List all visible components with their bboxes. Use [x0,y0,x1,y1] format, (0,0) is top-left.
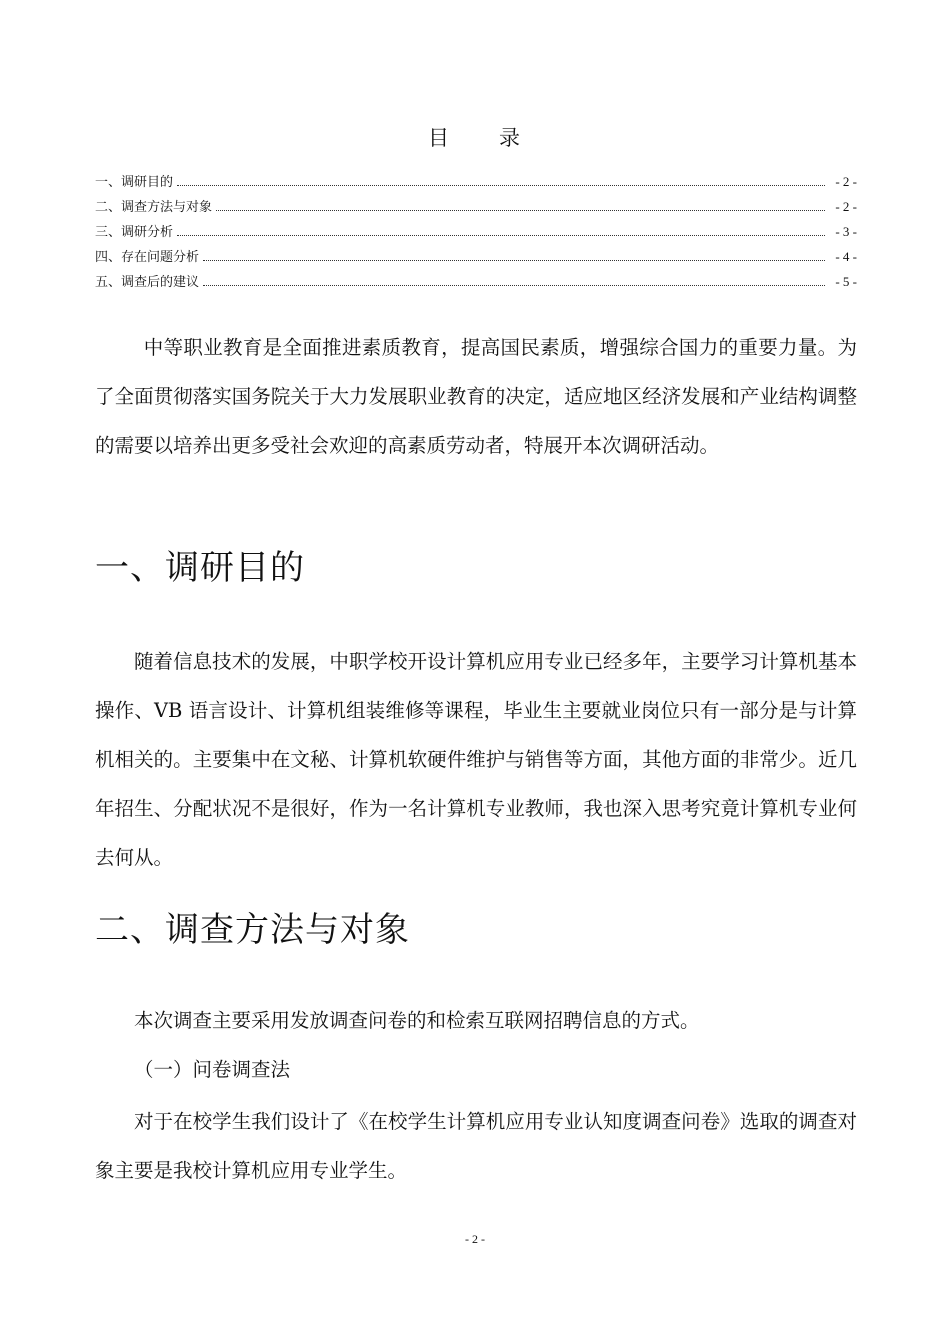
toc-leader-dots [203,284,825,286]
toc-leader-dots [177,184,825,186]
toc-entry-page: - 2 - [835,174,857,189]
toc-entry-label: 三、调研分析 [95,225,174,240]
toc-entry-label: 二、调查方法与对象 [95,200,213,215]
toc-entry[interactable] [95,194,857,219]
section-2-heading: 二、调查方法与对象 [95,910,410,950]
toc-entry[interactable] [95,244,857,269]
intro-paragraph: 中等职业教育是全面推进素质教育，提高国民素质，增强综合国力的重要力量。为了全面贯彻落实国务院关于大力发展职业教育的决定，适应地区经济发展和产业结构调整的需要以培养出更多受社会欢迎的高素质劳动者，特展开本次调研活动。 [95,336,857,457]
section-1-paragraph: 随着信息技术的发展，中职学校开设计算机应用专业已经多年，主要学习计算机基本操作、VB 语言设计、计算机组装维修等课程，毕业生主要就业岗位只有一部分是与计算机相关的。主要集中在文秘、计算机软硬件维护与销售等方面，其他方面的非常少。近几年招生、分配状况不是很好，作为一名计算机专业教师，我也深入思考究竟计算机专业何去何从。 [95,650,857,869]
toc-entry-label: 五、调查后的建议 [95,275,200,290]
toc-leader-dots [203,259,825,261]
table-of-contents [95,169,857,294]
section-1-heading: 一、调研目的 [95,548,305,588]
toc-entry[interactable] [95,219,857,244]
toc-entry-label: 一、调研目的 [95,175,174,190]
toc-leader-dots [216,209,825,211]
toc-entry-label: 四、存在问题分析 [95,250,200,265]
toc-entry-page: - 2 - [835,199,857,214]
toc-entry[interactable] [95,169,857,194]
page-number: - 2 - [465,1232,485,1246]
toc-entry-page: - 4 - [835,249,857,264]
subsection-paragraph: 对于在校学生我们设计了《在校学生计算机应用专业认知度调查问卷》选取的调查对象主要是我校计算机应用专业学生。 [95,1110,857,1182]
subsection-heading: （一）问卷调查法 [134,1058,291,1081]
toc-leader-dots [177,234,825,236]
toc-entry-page: - 3 - [835,224,857,239]
toc-title-right: 录 [499,126,522,150]
section-2-paragraph: 本次调查主要采用发放调查问卷的和检索互联网招聘信息的方式。 [134,1009,700,1032]
toc-entry-page: - 5 - [835,274,857,289]
toc-title-left: 目 [428,126,451,150]
toc-entry[interactable] [95,269,857,294]
toc-title [0,122,950,152]
